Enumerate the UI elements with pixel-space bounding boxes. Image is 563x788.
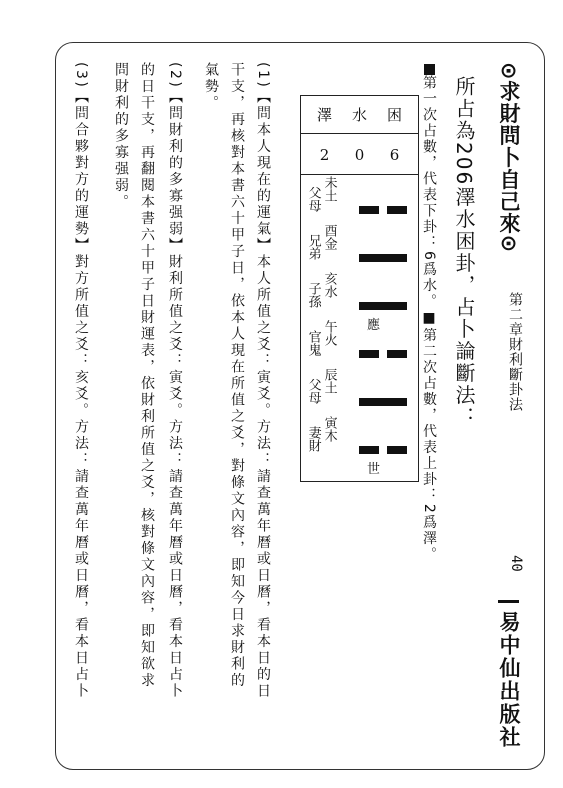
yang-line (359, 302, 407, 310)
note-text: 第一次占數，代表下卦：6爲水。■第二次占數，代表上卦：2爲澤。 (421, 75, 437, 563)
hexagram-name-char: 水 (351, 106, 367, 124)
yao-marker: 應 (367, 318, 381, 333)
yao-branch: 辰土 (321, 368, 337, 394)
yin-line (359, 350, 407, 358)
yao-relation: 父母 (305, 186, 321, 212)
yang-line (359, 254, 407, 262)
yao-relation: 父母 (305, 378, 321, 404)
yao-branch: 未土 (321, 176, 337, 202)
chapter-label: 第二章財利斷卦法 (507, 292, 523, 412)
yao-branch: 亥水 (321, 272, 337, 298)
yin-line (359, 206, 407, 214)
yao-marker: 世 (367, 462, 381, 477)
yao-relation: 妻財 (305, 426, 321, 452)
section-subtitle: 所占為206澤水困卦，占卜論斷法： (452, 76, 476, 429)
yao-branch: 午火 (321, 320, 337, 346)
yao-branch: 酉金 (321, 224, 337, 250)
body-line: (3)【問合夥對方的運勢】對方所值之爻：亥爻。方法：請查萬年曆或日曆，看本日占卜 (73, 62, 89, 700)
body-line: 干支，再核對本書六十甲子日，依本人現在所值之爻，對條文內容，即知今日求財利的 (229, 62, 245, 689)
body-line: (1)【問本人現在的運氣】本人所值之爻：寅爻。方法：請查萬年曆或日曆，看本日的日 (255, 62, 271, 700)
body-line: 氣勢。 (203, 62, 219, 112)
yao-relation: 官鬼 (305, 330, 321, 356)
publisher-name: 易中仙出版社 (498, 600, 519, 749)
yang-line (359, 398, 407, 406)
divination-note (422, 64, 436, 563)
hexagram-number-char: 0 (354, 145, 365, 164)
yin-line (359, 446, 407, 454)
hexagram-table (300, 95, 419, 482)
hexagram-name-row (301, 96, 418, 134)
body-line: 的日干支，再翻閱本書六十甲子日財運表，依財利所值之爻，核對條文內容，即知欲求 (139, 62, 155, 689)
body-line: 問財利的多寡强弱。 (113, 62, 129, 211)
hexagram-name-char: 困 (386, 106, 402, 124)
hexagram-number-row (301, 135, 418, 175)
page-number: 40 (508, 555, 524, 572)
yao-branch: 寅木 (321, 416, 337, 442)
book-title: ⊙求財問卜自己來⊙ (497, 62, 521, 254)
hexagram-number-char: 2 (319, 145, 330, 164)
yao-relation: 兄弟 (305, 234, 321, 260)
hexagram-name-char: 澤 (316, 106, 332, 124)
bullet-square-icon (424, 64, 435, 75)
body-line: (2)【問財利的多寡强弱】財利所值之爻：寅爻。方法：請查萬年曆或日曆，看本日占卜 (167, 62, 183, 700)
hexagram-number-char: 6 (389, 145, 400, 164)
yao-relation: 子孫 (305, 282, 321, 308)
